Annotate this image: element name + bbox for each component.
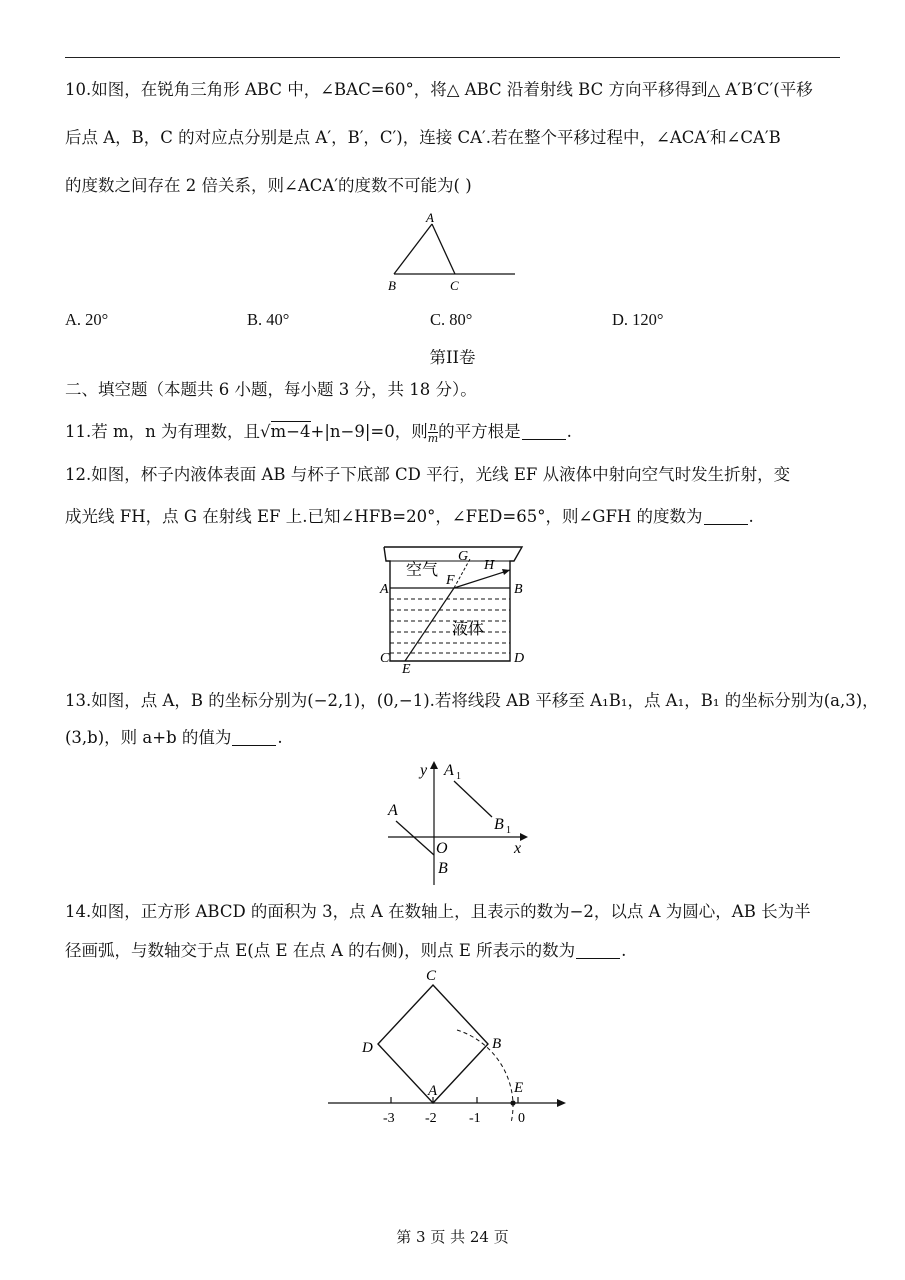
q13-label-b: B xyxy=(438,860,448,877)
q11-radicand: m−4 xyxy=(270,422,311,441)
q14-end: . xyxy=(621,941,627,960)
section-title: 第II卷 xyxy=(429,348,476,367)
q10-label-b: B xyxy=(388,278,396,293)
q12-line-2 xyxy=(65,505,840,529)
q10-line-2: 后点 A，B，C 的对应点分别是点 A′，B′，C′)，连接 CA′.若在整个平移过程中，∠ACA′和∠CA′B xyxy=(65,128,781,147)
q12-label-liquid: 液体 xyxy=(452,621,485,638)
q12-label-c: C xyxy=(380,651,390,666)
q11-middle: +|n−9|=0，则 xyxy=(310,422,428,441)
q14-label-c: C xyxy=(426,968,437,984)
q13-label-y: y xyxy=(420,762,428,779)
q12-label-b: B xyxy=(514,582,523,597)
q12-line-1: 12.如图，杯子内液体表面 AB 与杯子下底部 CD 平行，光线 EF 从液体中射向空气时发生折射，变 xyxy=(65,465,791,484)
q12-answer-blank[interactable] xyxy=(704,508,748,525)
q13-label-b1: B xyxy=(494,816,504,833)
q11-frac-num: n xyxy=(429,420,437,433)
q10-label-a: A xyxy=(426,210,434,225)
q14-tick-0: 0 xyxy=(518,1111,525,1126)
q14-label-b: B xyxy=(492,1036,502,1052)
q10-label-c: C xyxy=(450,278,459,293)
q13-line-1: 13.如图，点 A，B 的坐标分别为(−2,1)，(0,−1).若将线段 AB 平移至 A₁B₁，点 A₁，B₁ 的坐标分别为(a,3)， xyxy=(65,691,879,710)
q12-label-air: 空气 xyxy=(406,562,439,579)
q13-label-a1-sub: 1 xyxy=(456,771,461,782)
q13-line-2 xyxy=(65,726,840,750)
q14-line-2-text: 径画弧，与数轴交于点 E(点 E 在点 A 的右侧)，则点 E 所表示的数为 xyxy=(65,941,576,960)
q10-line-1: 10.如图，在锐角三角形 ABC 中，∠BAC=60°，将△ ABC 沿着射线 BC 方向平移得到△ A′B′C′(平移 xyxy=(65,80,813,99)
q14-label-e: E xyxy=(514,1080,524,1096)
q12-end: . xyxy=(748,507,754,526)
q13-label-b1-sub: 1 xyxy=(506,825,511,836)
q14-answer-blank[interactable] xyxy=(576,942,620,959)
q11-end: . xyxy=(566,422,572,441)
q11-prefix: 11.若 m，n 为有理数，且 xyxy=(65,422,261,441)
q14-line-2 xyxy=(65,939,840,963)
q13-label-a: A xyxy=(388,802,398,819)
q13-label-o: O xyxy=(436,840,448,857)
q10-option-a[interactable]: A. 20° xyxy=(65,310,109,329)
q12-label-e: E xyxy=(402,662,411,675)
q10-option-c[interactable]: C. 80° xyxy=(430,310,473,329)
q12-label-a: A xyxy=(380,582,389,597)
q14-tick-neg1: -1 xyxy=(469,1111,481,1126)
q14-tick-neg2: -2 xyxy=(425,1111,437,1126)
page-footer: 第 3 页 共 24 页 xyxy=(396,1228,509,1246)
q14-square-figure xyxy=(322,968,572,1130)
q11-frac-den: m xyxy=(427,432,439,445)
section2-heading: 二、填空题（本题共 6 小题，每小题 3 分，共 18 分）。 xyxy=(65,380,477,399)
q11-answer-blank[interactable] xyxy=(522,423,566,440)
q10-line-3: 的度数之间存在 2 倍关系，则∠ACA′的度数不可能为( ) xyxy=(65,176,472,195)
q12-cup-figure xyxy=(378,543,528,675)
q12-label-h: H xyxy=(484,558,495,573)
q13-label-x: x xyxy=(514,840,522,857)
q10-option-b[interactable]: B. 40° xyxy=(247,310,290,329)
header-rule xyxy=(65,57,840,58)
q10-triangle-figure xyxy=(380,208,520,296)
q13-end: . xyxy=(277,728,283,747)
q12-label-f: F xyxy=(446,573,455,588)
q10-option-d[interactable]: D. 120° xyxy=(612,310,664,329)
q14-label-a: A xyxy=(428,1083,438,1099)
q13-label-a1: A xyxy=(444,762,454,779)
q13-line-2-text: (3,b)，则 a+b 的值为 xyxy=(65,728,232,747)
q13-coordinate-figure xyxy=(382,755,532,889)
q11-fraction xyxy=(428,421,438,444)
q14-tick-neg3: -3 xyxy=(383,1111,395,1126)
q11-suffix: 的平方根是 xyxy=(438,422,521,441)
q13-answer-blank[interactable] xyxy=(232,729,276,746)
sqrt-symbol: √ xyxy=(260,422,271,441)
q11-line xyxy=(65,420,840,444)
q12-label-d: D xyxy=(514,651,525,666)
q14-label-d: D xyxy=(362,1040,373,1056)
q14-line-1: 14.如图，正方形 ABCD 的面积为 3，点 A 在数轴上，且表示的数为−2，以点 A 为圆心，AB 长为半 xyxy=(65,902,811,921)
q12-line-2-text: 成光线 FH，点 G 在射线 EF 上.已知∠HFB=20°，∠FED=65°，则∠GFH 的度数为 xyxy=(65,507,703,526)
q12-label-g: G xyxy=(458,549,469,564)
